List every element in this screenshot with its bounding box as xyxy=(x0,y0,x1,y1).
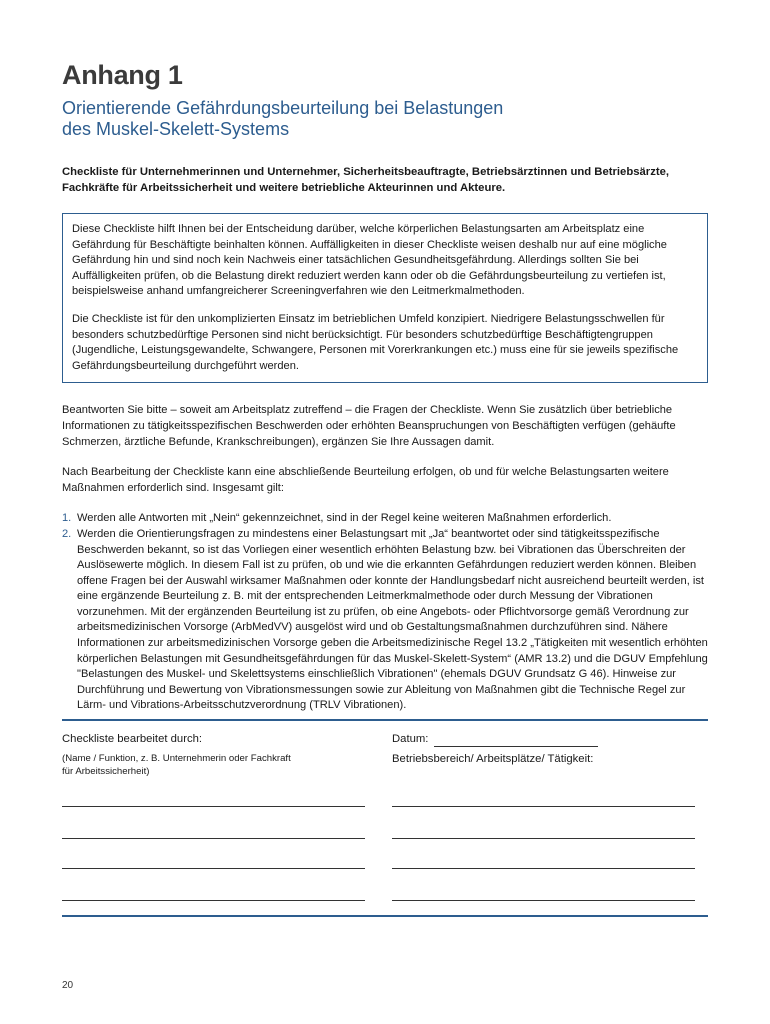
processed-by-column xyxy=(62,732,362,778)
date-column xyxy=(392,732,708,767)
rules-list xyxy=(62,511,708,714)
instruction-paragraph-2: Nach Bearbeitung der Checkliste kann eine abschließende Beurteilung erfolgen, ob und für welche Belastungsarten weitere Maßnahmen erforderlich sind. Insgesamt gilt: xyxy=(62,466,669,494)
date-input-line[interactable] xyxy=(434,746,598,747)
signoff-section xyxy=(62,721,708,905)
page-title: Anhang 1 xyxy=(62,60,183,90)
processed-by-hint: (Name / Funktion, z. B. Unternehmerin oder Fachkraft für Arbeitssicherheit) xyxy=(62,753,291,777)
subtitle-line-1: Orientierende Gefährdungsbeurteilung bei Belastungen xyxy=(62,98,504,118)
page-number: 20 xyxy=(62,980,74,991)
info-box xyxy=(62,213,708,383)
rule-text: Werden alle Antworten mit „Nein“ gekennzeichnet, sind in der Regel keine weiteren Maßnahmen erforderlich. xyxy=(77,512,612,525)
audience-statement: Checkliste für Unternehmerinnen und Unternehmer, Sicherheitsbeauftragte, Betriebsärztinnen und Betriebsärzte, Fachkräfte für Arbeitssicherheit und weitere betriebliche Akteurinnen und Akteure. xyxy=(62,166,670,194)
processed-by-label: Checkliste bearbeitet durch: xyxy=(62,733,203,746)
info-paragraph-1: Diese Checkliste hilft Ihnen bei der Entscheidung darüber, welche körperlichen Belastungsarten am Arbeitsplatz eine Gefährdung für Beschäftigte beinhalten können. Auffälligkeiten in dieser Checkliste weisen deshalb nur auf eine mögliche Gefährdung hin und sind noch kein Nachweis einer tatsächlichen Gesundheitsgefährdung. Allerdings sollten Sie bei Auffälligkeiten prüfen, ob die Belastung direkt reduziert werden kann oder ob die Gefährdungsbeurteilung zu vertiefen ist, beispielsweise anhand umfangreicherer Screeningverfahren wie den Leitmerkmalmethoden. xyxy=(72,223,667,298)
processed-by-line-1[interactable] xyxy=(62,806,365,807)
signoff-bottom-divider xyxy=(62,915,708,917)
rule-item-2 xyxy=(62,527,708,714)
subtitle-line-2: des Muskel-Skelett-Systems xyxy=(62,119,290,139)
rule-number: 2. xyxy=(62,527,72,540)
processed-by-line-2[interactable] xyxy=(62,838,365,839)
page-content xyxy=(62,58,708,917)
department-line-4[interactable] xyxy=(392,900,695,901)
rule-item-1 xyxy=(62,511,708,527)
processed-by-line-4[interactable] xyxy=(62,900,365,901)
processed-by-line-3[interactable] xyxy=(62,868,365,869)
page-subtitle xyxy=(62,98,708,140)
department-line-2[interactable] xyxy=(392,838,695,839)
rule-text: Werden die Orientierungsfragen zu mindestens einer Belastungsart mit „Ja“ beantwortet oder sind tätigkeitsspezifische Beschwerden bekannt, so ist das Vorliegen einer wesentlich erhöhten Belastung bzw. bei Vibrationen das Überschreiten der Auslösewerte möglich. In diesem Fall ist zu prüfen, ob und wie die erkannten Gefährdungen reduziert werden können. Bleiben offene Fragen bei der Auswahl wirksamer Maßnahmen oder konnte der Handlungsbedarf nicht ausreichend beurteilt werden, ist eine ergänzende Beurteilung z. B. mit der entsprechenden Leitmerkmalmethode oder durch Messung der Vibrationen vorzunehmen. Mit der ergänzenden Beurteilung ist zu prüfen, ob eine Angebots- oder Pflichtvorsorge gemäß Verordnung zur arbeitsmedizinischen Vorsorge (ArbMedVV) ausgelöst wird und ob Gestaltungsmaßnahmen durchzuführen sind. Nähere Informationen zur arbeitsmedizinischen Vorsorge geben die Arbeitsmedizinische Regel 13.2 „Tätigkeiten mit wesentlich erhöhten körperlichen Belastungen mit Gesundheitsgefährdungen für das Muskel-Skelett-System“ (AMR 13.2) und die DGUV Empfehlung "Belastungen des Muskel- und Skelettsystems einschließlich Vibrationen" (ehemals DGUV Grundsatz G 46). Hinweise zur Durchführung und Bewertung von Vibrationsmessungen sowie zur Ableitung von Maßnahmen gibt die Technische Regel zur Lärm- und Vibrations-Arbeitsschutzverordnung (TRLV Vibrationen). xyxy=(77,527,708,712)
department-label: Betriebsbereich/ Arbeitsplätze/ Tätigkeit: xyxy=(392,753,594,766)
department-line-1[interactable] xyxy=(392,806,695,807)
rule-number: 1. xyxy=(62,512,72,525)
info-paragraph-2: Die Checkliste ist für den unkomplizierten Einsatz im betrieblichen Umfeld konzipiert. Niedrigere Belastungsschwellen für besonders schutzbedürftige Personen sind nicht berücksichtigt. Für besonders schutzbedürftige Beschäftigtengruppen (Jugendliche, Leistungsgewandelte, Schwangere, Personen mit Vorerkrankungen etc.) muss eine für sie jeweils spezifische Gefährdungsbeurteilung durchgeführt werden. xyxy=(72,312,679,372)
department-line-3[interactable] xyxy=(392,868,695,869)
instruction-paragraph-1: Beantworten Sie bitte – soweit am Arbeitsplatz zutreffend – die Fragen der Checkliste. Wenn Sie zusätzlich über betriebliche Informationen zu tätigkeitsspezifischen Beschwerden oder erhöhten Beanspruchungen von Beschäftigten verfügen (gehäufte Schmerzen, ärztliche Befunde, Krankschreibungen), ergänzen Sie Ihre Aussagen damit. xyxy=(62,404,676,448)
date-label: Datum: xyxy=(392,733,429,746)
